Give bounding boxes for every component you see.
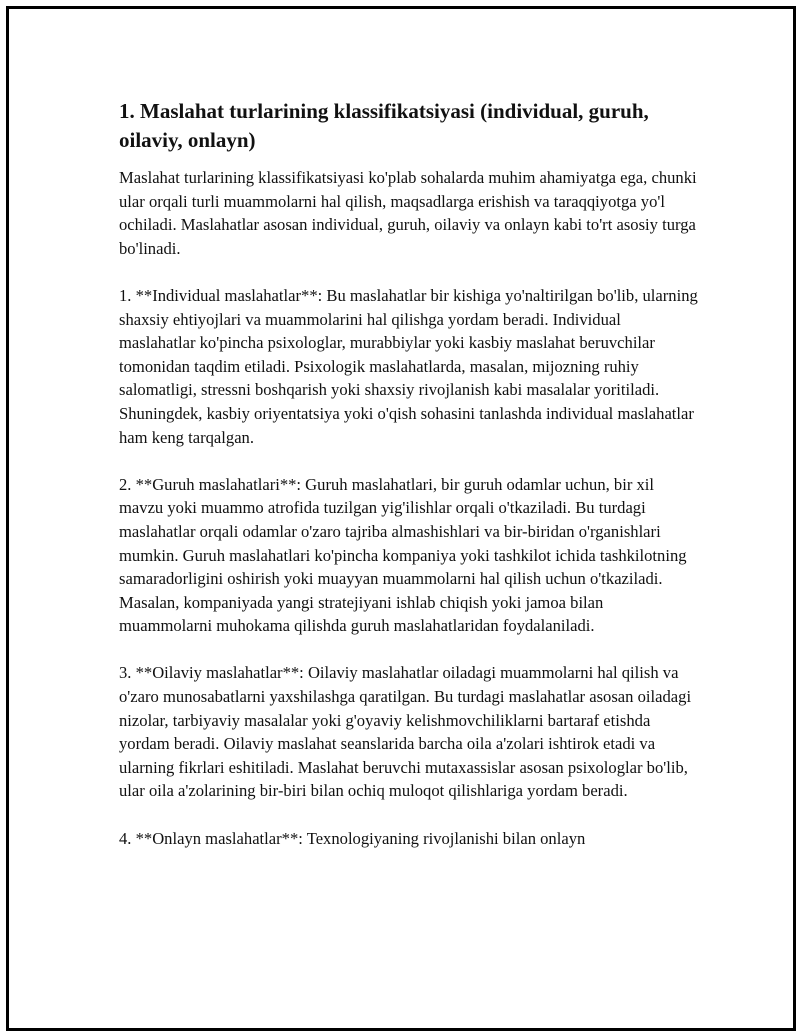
document-body xyxy=(119,97,699,874)
intro-paragraph: Maslahat turlarining klassifikatsiyasi ko'plab sohalarda muhim ahamiyatga ega, chunki ular orqali turli muammolarni hal qilish, maqsadlarga erishish va taraqqiyotga yo'l ochiladi. Maslahatlar asosan individual, guruh, oilaviy va onlayn kabi to'rt asosiy turga bo'linadi. xyxy=(119,168,697,258)
individual-paragraph: 1. **Individual maslahatlar**: Bu maslahatlar bir kishiga yo'naltirilgan bo'lib, ularning shaxsiy ehtiyojlari va muammolarini hal qilishga yordam beradi. Individual maslahatlar ko'pincha psixologlar, murabbiylar yoki kasbiy maslahat beruvchilar tomonidan taqdim etiladi. Psixologik maslahatlarda, masalan, mijozning ruhiy salomatligi, stressni boshqarish yoki shaxsiy rivojlanish kabi masalalar yoritiladi. Shuningdek, kasbiy oriyentatsiya yoki o'qish sohasini tanlashda individual maslahatlar ham keng tarqalgan. xyxy=(119,285,698,447)
family-paragraph: 3. **Oilaviy maslahatlar**: Oilaviy maslahatlar oiladagi muammolarni hal qilish va o'zaro munosabatlarni yaxshilashga qaratilgan. Bu turdagi maslahatlar asosan oiladagi nizolar, tarbiyaviy masalalar yoki g'oyaviy kelishmovchiliklarni bartaraf etishda yordam beradi. Oilaviy maslahat seanslarida barcha oila a'zolari ishtirok etadi va ularning fikrlari eshitiladi. Maslahat beruvchi mutaxassislar asosan psixologlar bo'lib, ular oila a'zolarining bir-biri bilan ochiq muloqot qilishlariga yordam beradi. xyxy=(119,663,692,801)
group-paragraph: 2. **Guruh maslahatlari**: Guruh maslahatlari, bir guruh odamlar uchun, bir xil mavzu yoki muammo atrofida tuzilgan yig'ilishlar orqali o'tkaziladi. Bu turdagi maslahatlar orqali odamlar o'zaro tajriba almashishlari va bir-biridan o'rganishlari mumkin. Guruh maslahatlari ko'pincha kompaniya yoki tashkilot ichida tashkilotning samaradorligini oshirish yoki muayyan muammolarni hal qilish uchun o'tkaziladi. Masalan, kompaniyada yangi stratejiyani ishlab chiqish yoki jamoa bilan muammolarni muhokama qilishda guruh maslahatlaridan foydalaniladi. xyxy=(119,474,687,636)
page-frame xyxy=(6,6,796,1031)
section-heading: 1. Maslahat turlarining klassifikatsiyasi (individual, guruh, oilaviy, onlayn) xyxy=(119,99,649,152)
online-paragraph: 4. **Onlayn maslahatlar**: Texnologiyaning rivojlanishi bilan onlayn xyxy=(119,828,586,848)
